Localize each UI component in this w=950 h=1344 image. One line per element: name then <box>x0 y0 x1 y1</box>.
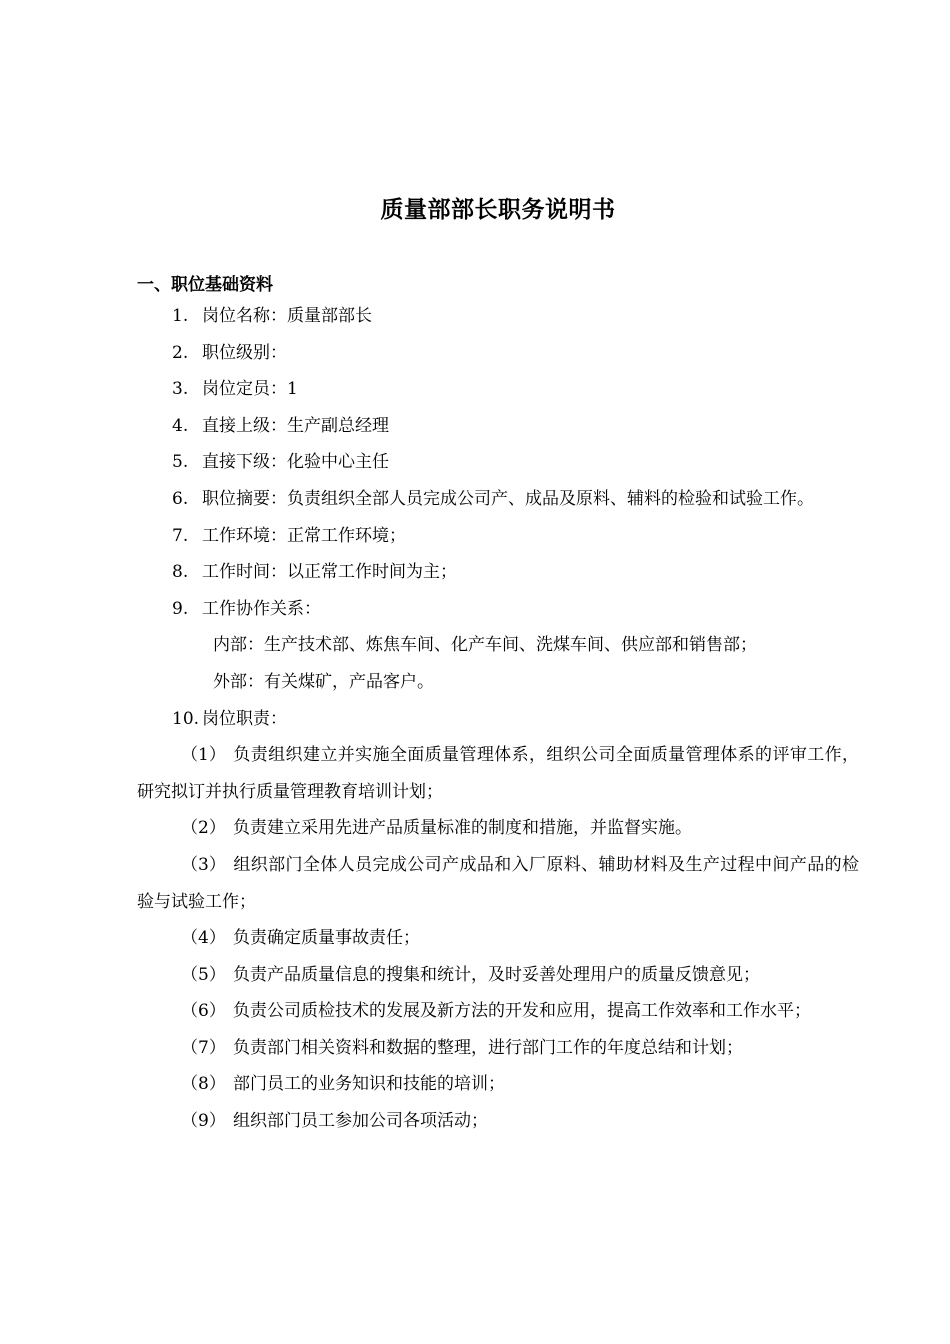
duty-item <box>137 737 859 810</box>
list-item <box>137 481 859 518</box>
duty-text: 组织部门员工参加公司各项活动； <box>233 1111 488 1132</box>
list-item <box>137 444 859 481</box>
duty-number: （2） <box>181 818 226 839</box>
list-item <box>137 298 859 335</box>
duty-text: 组织部门全体人员完成公司产成品和入厂原料、辅助材料及生产过程中间产品的检验与试验工作； <box>137 854 859 912</box>
duty-text: 负责产品质量信息的搜集和统计，及时妥善处理用户的质量反馈意见； <box>233 964 760 985</box>
item-text: 直接下级：化验中心主任 <box>202 452 389 473</box>
duty-item <box>137 920 859 957</box>
item-text: 工作时间：以正常工作时间为主； <box>202 562 457 583</box>
duty-text: 部门员工的业务知识和技能的培训； <box>233 1074 505 1095</box>
document-body <box>137 298 859 1140</box>
duty-number: （1） <box>181 745 226 766</box>
item-number: 7. <box>172 525 189 546</box>
section-heading: 一、职位基础资料 <box>137 275 273 295</box>
document-title: 质量部部长职务说明书 <box>380 197 616 223</box>
duty-item <box>137 993 859 1030</box>
item-number: 3. <box>172 379 189 400</box>
item-text: 工作环境：正常工作环境； <box>202 525 406 546</box>
item-text: 职位摘要：负责组织全部人员完成公司产、成品及原料、辅料的检验和试验工作。 <box>202 488 814 509</box>
duty-item <box>137 1066 859 1103</box>
duty-text: 负责部门相关资料和数据的整理，进行部门工作的年度总结和计划； <box>233 1037 743 1058</box>
duty-number: （4） <box>181 928 226 949</box>
list-item <box>137 371 859 408</box>
duty-text: 负责公司质检技术的发展及新方法的开发和应用，提高工作效率和工作水平； <box>233 1001 811 1022</box>
item-number: 2. <box>172 342 189 363</box>
duty-item <box>137 810 859 847</box>
duty-item <box>137 1103 859 1140</box>
duty-number: （3） <box>181 854 226 875</box>
item-number: 10. <box>172 708 200 729</box>
item-number: 4. <box>172 415 189 436</box>
item-text: 岗位定员：1 <box>202 379 298 400</box>
item-text: 职位级别： <box>202 342 287 363</box>
list-item <box>137 518 859 555</box>
item-number: 9. <box>172 598 189 619</box>
duty-text: 负责建立采用先进产品质量标准的制度和措施，并监督实施。 <box>233 818 692 839</box>
duty-number: （9） <box>181 1111 226 1132</box>
item-number: 1. <box>172 306 189 326</box>
item-text: 直接上级：生产副总经理 <box>202 415 389 436</box>
item-number: 6. <box>172 488 189 509</box>
duty-number: （6） <box>181 1001 226 1022</box>
duty-number: （7） <box>181 1037 226 1058</box>
item-text: 岗位职责： <box>202 708 287 729</box>
duty-item <box>137 1030 859 1067</box>
duties-heading <box>137 701 859 738</box>
list-item <box>137 335 859 372</box>
item-number: 8. <box>172 562 189 583</box>
duty-text: 负责确定质量事故责任； <box>233 928 420 949</box>
list-item <box>137 408 859 445</box>
item-text: 工作协作关系： <box>202 598 321 619</box>
duty-number: （8） <box>181 1074 226 1095</box>
item-number: 5. <box>172 452 189 473</box>
item-text: 岗位名称：质量部部长 <box>202 306 372 326</box>
list-item <box>137 591 859 628</box>
duty-item <box>137 957 859 994</box>
relation-external: 外部：有关煤矿，产品客户。 <box>213 671 434 692</box>
relation-internal: 内部：生产技术部、炼焦车间、化产车间、洗煤车间、供应部和销售部； <box>213 635 757 656</box>
duty-item <box>137 847 859 920</box>
duty-number: （5） <box>181 964 226 985</box>
duty-text: 负责组织建立并实施全面质量管理体系，组织公司全面质量管理体系的评审工作，研究拟订并执行质量管理教育培训计划； <box>137 745 859 802</box>
list-item <box>137 554 859 591</box>
